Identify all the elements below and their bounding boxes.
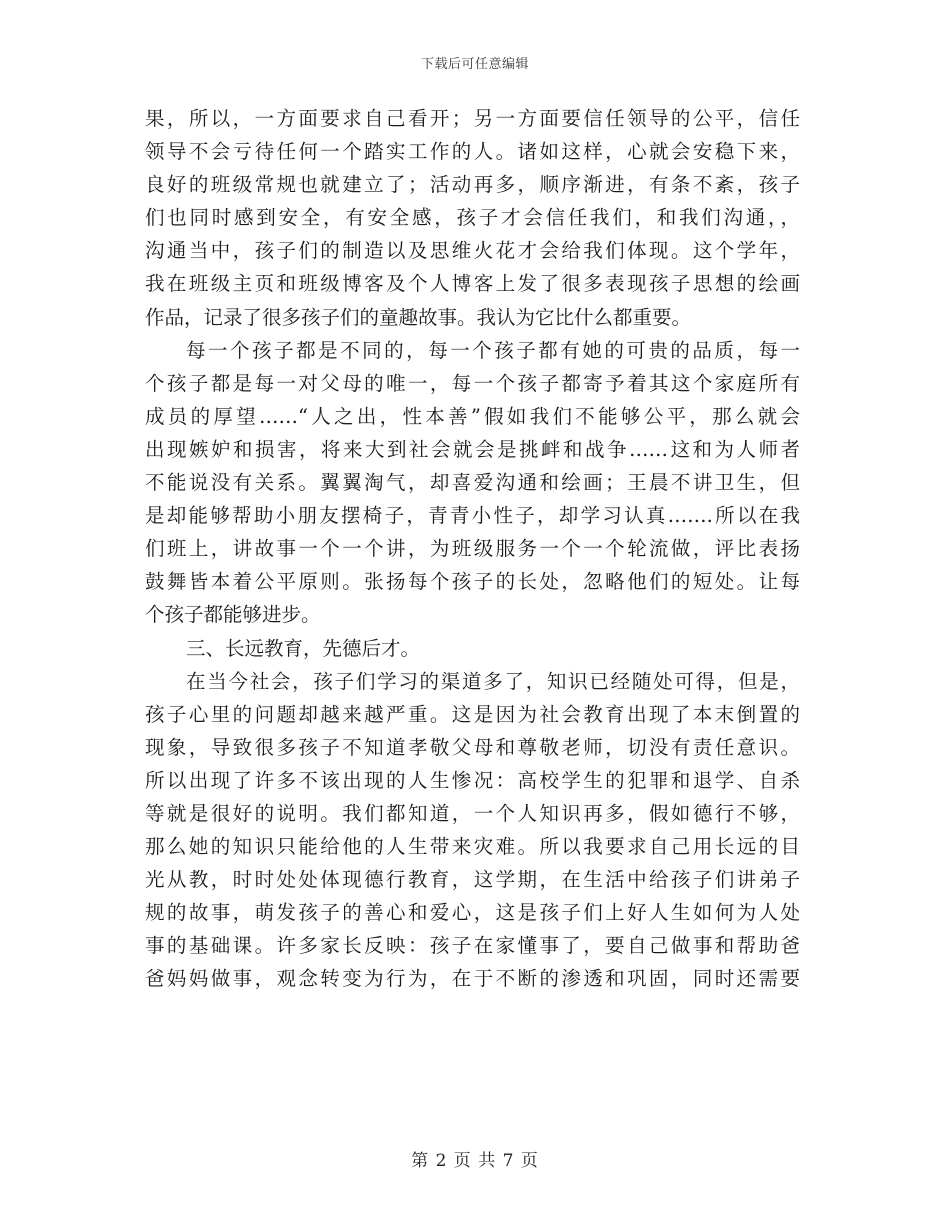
text-line: 每一个孩子都是不同的，每一个孩子都有她的可贵的品质，每一 <box>186 338 800 362</box>
text-line: 现象，导致很多孩子不知道孝敬父母和尊敬老师，切没有责任意识。 <box>145 735 800 759</box>
section-heading: 三、长远教育，先德后才。 <box>186 636 421 660</box>
text-line: 个孩子都能够进步。 <box>145 603 321 627</box>
text-line: 我在班级主页和班级博客及个人博客上发了很多表现孩子思想的绘画 <box>145 272 800 296</box>
text-line: 沟通当中，孩子们的制造以及思维火花才会给我们体现。这个学年， <box>145 239 800 263</box>
body-text <box>145 102 800 996</box>
text-line: 们也同时感到安全，有安全感，孩子才会信任我们，和我们沟通，， <box>145 206 800 230</box>
text-line: 等就是很好的说明。我们都知道，一个人知识再多，假如德行不够， <box>145 801 800 825</box>
page-number: 第 2 页 共 7 页 <box>411 1151 539 1171</box>
text-line: 个孩子都是每一对父母的唯一，每一个孩子都寄予着其这个家庭所有 <box>145 371 800 395</box>
text-line: 事的基础课。许多家长反映：孩子在家懂事了，要自己做事和帮助爸 <box>145 934 800 958</box>
text-line: 规的故事，萌发孩子的善心和爱心，这是孩子们上好人生如何为人处 <box>145 901 800 925</box>
text-line: 成员的厚望……“人之出，性本善”假如我们不能够公平，那么就会 <box>145 404 800 428</box>
page-header: 下载后可任意编辑 <box>420 57 529 72</box>
text-line: 鼓舞皆本着公平原则。张扬每个孩子的长处，忽略他们的短处。让每 <box>145 570 800 594</box>
text-line: 作品，记录了很多孩子们的童趣故事。我认为它比什么都重要。 <box>145 305 692 329</box>
text-line: 领导不会亏待任何一个踏实工作的人。诸如这样，心就会安稳下来， <box>145 140 800 164</box>
text-line: 在当今社会，孩子们学习的渠道多了，知识已经随处可得，但是， <box>186 669 800 693</box>
text-line: 们班上，讲故事一个一个讲，为班级服务一个一个轮流做，评比表扬 <box>145 537 800 561</box>
text-line: 出现嫉妒和损害，将来大到社会就会是挑衅和战争……这和为人师者 <box>145 437 800 461</box>
text-line: 良好的班级常规也就建立了；活动再多，顺序渐进，有条不紊，孩子 <box>145 173 800 197</box>
text-line: 不能说没有关系。翼翼淘气，却喜爱沟通和绘画；王晨不讲卫生，但 <box>145 471 800 495</box>
text-line: 光从教，时时处处体现德行教育，这学期，在生活中给孩子们讲弟子 <box>145 868 800 892</box>
text-line: 爸妈妈做事，观念转变为行为，在于不断的渗透和巩固，同时还需要 <box>145 967 800 991</box>
text-line: 孩子心里的问题却越来越严重。这是因为社会教育出现了本末倒置的 <box>145 702 800 726</box>
text-line: 是却能够帮助小朋友摆椅子，青青小性子，却学习认真…….所以在我 <box>145 504 800 528</box>
text-line: 所以出现了许多不该出现的人生惨况：高校学生的犯罪和退学、自杀 <box>145 768 800 792</box>
text-line: 那么她的知识只能给他的人生带来灾难。所以我要求自己用长远的目 <box>145 835 800 859</box>
text-line: 果，所以，一方面要求自己看开；另一方面要信任领导的公平，信任 <box>145 107 800 130</box>
